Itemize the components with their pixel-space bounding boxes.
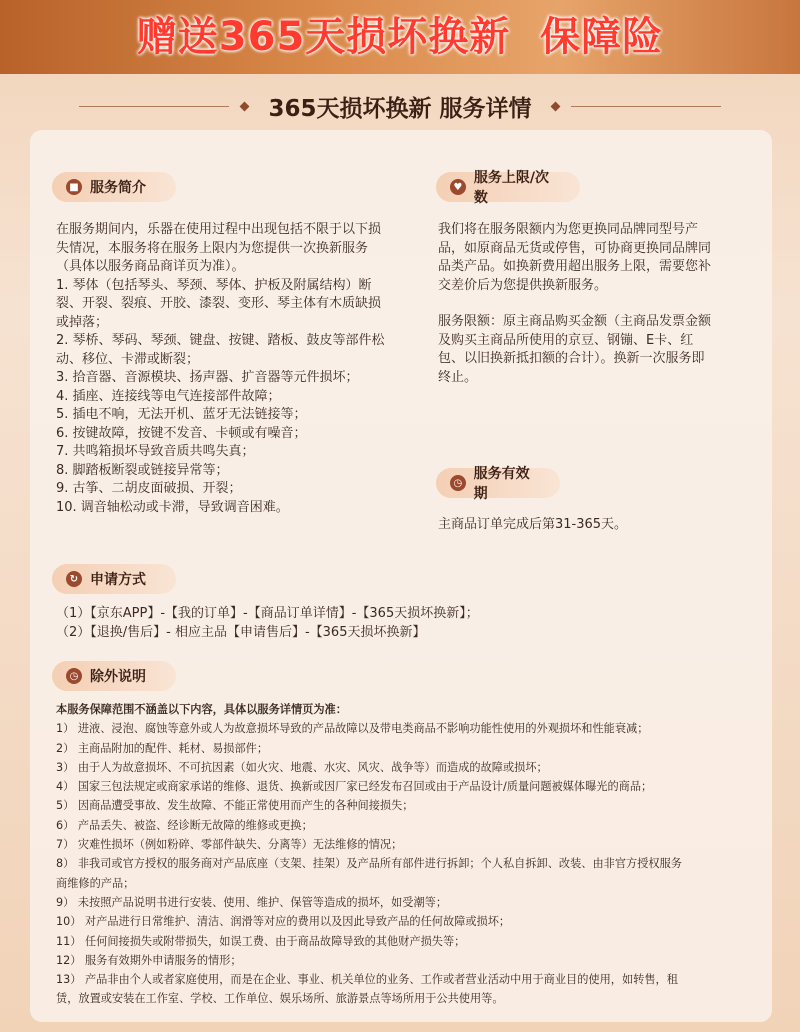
section-header (0, 84, 800, 128)
intro-line: 4. 插座、连接线等电气连接部件故障； (56, 388, 281, 404)
exclusion-item: 5） 因商品遭受事故、发生故障、不能正常使用而产生的各种间接损失； (56, 799, 414, 813)
exclusion-item: 11） 任何间接损失或附带损失，如误工费、由于商品故障导致的其他财产损失等； (56, 934, 466, 948)
intro-text (56, 221, 426, 517)
exclusion-heading: 本服务保障范围不涵盖以下内容，具体以服务详情页为准： (56, 703, 347, 716)
limit-line: 终止。 (438, 369, 478, 385)
limit-line: 及购买主商品所使用的京豆、钢镚、E卡、红 (438, 332, 694, 348)
intro-line: 10. 调音轴松动或卡滞，导致调音困难。 (56, 499, 289, 515)
heart-icon: ♥ (450, 179, 466, 195)
clock-icon: ◷ (450, 475, 466, 491)
limit-section-pill (436, 170, 580, 206)
exclusion-item: 7） 灾难性损坏（例如粉碎、零部件缺失、分离等）无法维修的情况； (56, 838, 403, 852)
intro-title: 服务简介 (90, 180, 146, 196)
exclusion-item: 赁，放置或安装在工作室、学校、工作单位、娱乐场所、旅游景点等场所用于公共使用等。 (56, 992, 504, 1006)
exclusion-item: 商维修的产品； (56, 876, 135, 890)
limit-text (438, 221, 764, 387)
exclusion-item: 1） 进液、浸泡、腐蚀等意外或人为故意损坏导致的产品故障以及带电类商品不影响功能性使用的外观损坏和性能衰减； (56, 722, 649, 736)
validity-text: 主商品订单完成后第31-365天。 (438, 517, 628, 532)
exclusion-item: 12） 服务有效期外申请服务的情形； (56, 953, 242, 967)
page-title: 365天损坏换新 服务详情 (268, 95, 532, 122)
intro-line: 或掉落； (56, 314, 109, 330)
banner-title: 赠送365天损坏换新 保障险 (136, 14, 664, 60)
intro-line: （具体以服务商品商详页为准）。 (56, 259, 245, 274)
limit-line: 我们将在服务限额内为您更换同品牌同型号产 (438, 222, 699, 237)
header-divider-left (79, 106, 229, 107)
diamond-icon (550, 101, 560, 111)
limit-line: 品，如原商品无货或停售，可协商更换同品牌同 (438, 240, 712, 256)
validity-section-pill (436, 466, 560, 502)
intro-line: 3. 拾音器、音源模块、扬声器、扩音器等元件损坏； (56, 370, 359, 385)
clock-icon: ◷ (66, 668, 82, 684)
exclusion-item: 4） 国家三包法规定或商家承诺的维修、退货、换新或因厂家已经发布召回或由于产品设计/质量问题被媒体曝光的商品； (56, 780, 653, 794)
intro-line: 9. 古筝、二胡皮面破损、开裂； (56, 481, 242, 496)
apply-line: （2）【退换/售后】- 相应主品【申请售后】-【365天损坏换新】 (56, 624, 426, 640)
apply-title: 申请方式 (90, 572, 146, 588)
intro-line: 7. 共鸣箱损坏导致音质共鸣失真； (56, 444, 255, 459)
top-banner (0, 0, 800, 74)
exclusion-item: 10） 对产品进行日常维护、清洁、润滑等对应的费用以及因此导致产品的任何故障或损坏； (56, 915, 511, 929)
limit-line: 包、以旧换新抵扣额的合计）。换新一次服务即 (438, 351, 705, 366)
limit-line: 品类产品。如换新费用超出服务上限，需要您补 (438, 259, 712, 274)
exclusion-item: 9） 未按照产品说明书进行安装、使用、维护、保管等造成的损坏，如受潮等； (56, 895, 448, 909)
exclusion-item: 13） 产品非由个人或者家庭使用，而是在企业、事业、机关单位的业务、工作或者营业活动中用于商业目的使用，如转售，租 (56, 973, 678, 987)
intro-line: 在服务期间内，乐器在使用过程中出现包括不限于以下损 (56, 222, 382, 237)
limit-line: 服务限额：原主商品购买金额（主商品发票金额 (438, 314, 712, 329)
details-card (30, 130, 772, 1022)
apply-text (56, 605, 756, 642)
document-icon: ■ (66, 179, 82, 195)
intro-line: 5. 插电不响，无法开机、蓝牙无法链接等； (56, 407, 307, 422)
intro-line: 裂、开裂、裂痕、开胶、漆裂、变形、琴主体有木质缺损 (56, 296, 382, 311)
exclusion-item: 3） 由于人为故意损坏、不可抗因素（如火灾、地震、水灾、风灾、战争等）而造成的故障或损坏； (56, 760, 548, 774)
exclusion-item: 8） 非我司或官方授权的服务商对产品底座（支架、挂架）及产品所有部件进行拆卸；个人私自拆卸、改装、由非官方授权服务 (56, 857, 682, 871)
diamond-icon (240, 101, 250, 111)
exclusion-item: 6） 产品丢失、被盗、经诊断无故障的维修或更换； (56, 818, 313, 832)
intro-line: 8. 脚踏板断裂或链接异常等； (56, 462, 229, 478)
limit-title: 服务上限/次数 (473, 170, 549, 206)
exclusion-title: 除外说明 (90, 669, 146, 685)
intro-section-pill (52, 172, 176, 202)
exclusion-item: 2） 主商品附加的配件、耗材、易损部件； (56, 741, 269, 755)
exclusion-list (56, 700, 762, 1009)
intro-line: 6. 按键故障，按键不发音、卡顿或有噪音； (56, 425, 307, 441)
apply-section-pill (52, 564, 176, 594)
apply-line: （1）【京东APP】-【我的订单】-【商品订单详情】-【365天损坏换新】； (56, 606, 479, 621)
intro-line: 失情况，本服务将在服务上限内为您提供一次换新服务 (56, 240, 369, 256)
intro-line: 动、移位、卡滞或断裂； (56, 351, 200, 367)
intro-line: 2. 琴桥、琴码、琴颈、键盘、按键、踏板、鼓皮等部件松 (56, 333, 385, 348)
exclusion-section-pill (52, 661, 176, 691)
refresh-icon: ↻ (66, 571, 82, 587)
limit-line: 交差价后为您提供换新服务。 (438, 277, 608, 293)
validity-title: 服务有效期 (473, 466, 530, 502)
header-divider-right (571, 106, 721, 107)
intro-line: 1. 琴体（包括琴头、琴颈、琴体、护板及附属结构）断 (56, 277, 372, 293)
